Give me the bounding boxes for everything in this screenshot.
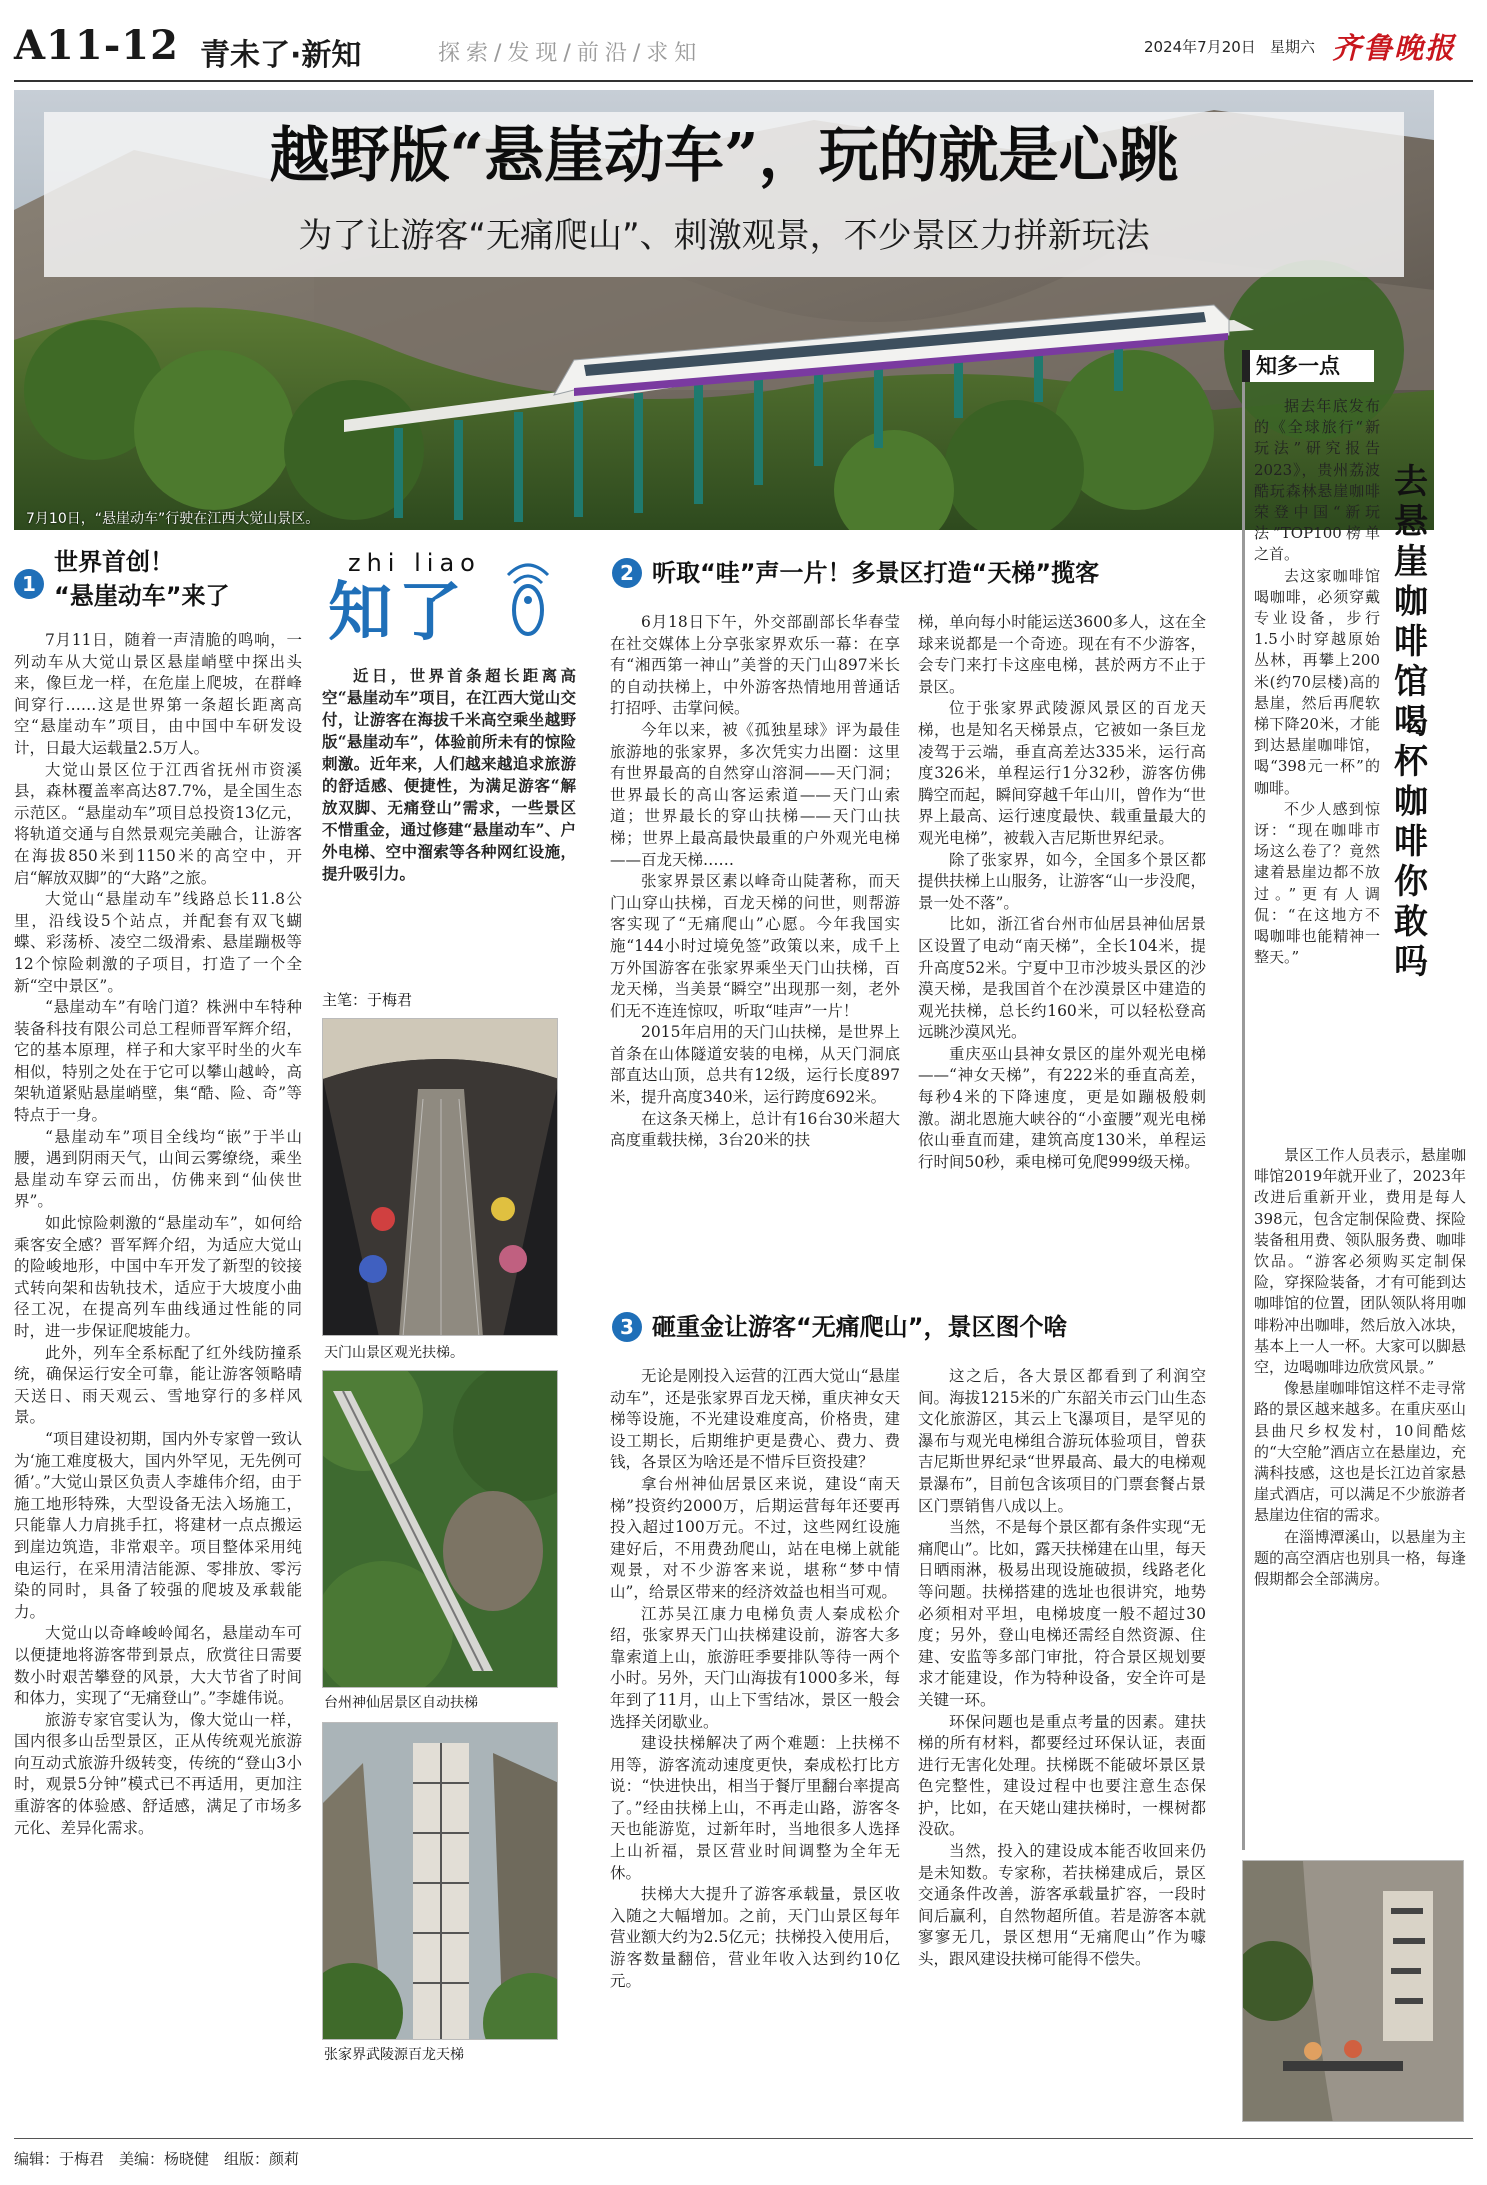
sec2-title: 听取“哇”声一片！多景区打造“天梯”揽客 xyxy=(652,559,1100,587)
sec2-paragraph: 在这条天梯上，总计有16台30米超大高度重载扶梯，3台20米的扶 xyxy=(610,1109,900,1150)
sidebar-wide-text xyxy=(1254,1145,1466,1590)
sidebar-narrow-text xyxy=(1254,396,1380,968)
sec2-col1 xyxy=(610,612,900,1152)
sec2-paragraph: 重庆巫山县神女景区的崖外观光电梯——“神女天梯”，有222米的垂直高差，每秒4米的下降速度，更是如蹦极般刺激。湖北恩施大峡谷的“小蛮腰”观光电梯依山垂直而建，建筑高度130米，单程运行时间50秒，乘电梯可免爬999级天梯。 xyxy=(918,1044,1206,1171)
zhiliao-pinyin: zhi liao xyxy=(348,549,481,577)
sec1-paragraph: 大觉山“悬崖动车”线路总长11.8公里，沿线设5个站点，并配套有双飞蝴蝶、彩荡桥、凌空二级滑索、悬崖蹦极等12个惊险刺激的子项目，打造了一个全新“空中景区”。 xyxy=(14,890,302,995)
sec1-header xyxy=(14,545,314,625)
zhiliao-column xyxy=(318,545,608,1015)
sec3-paragraph: 当然，不是每个景区都有条件实现“无痛爬山”。比如，露天扶梯建在山里，每天日晒雨淋，极易出现设施破损，线路老化等问题。扶梯搭建的选址也很讲究，地势必须相对平坦，电梯坡度一般不超过30度；另外，登山电梯还需经自然资源、住建、安监等多部门审批，符合景区规划要求才能建设，作为特种设备，安全许可是关键一环。 xyxy=(918,1518,1206,1709)
sec3-col1 xyxy=(610,1366,900,1992)
sec3-paragraph: 扶梯大大提升了游客承载量，景区收入随之大幅增加。之前，天门山景区每年营业额大约为2.5亿元；扶梯投入使用后，游客数量翻倍，营业年收入达到约10亿元。 xyxy=(610,1885,900,1990)
sec2-paragraph: 今年以来，被《孤独星球》评为最佳旅游地的张家界，多次凭实力出圈：这里有世界最高的自然穿山溶洞——天门洞；世界最长的高山客运索道——天门山索道；世界最长的穿山扶梯——天门山扶梯；世界上最高最快最重的户外观光电梯——百龙天梯…… xyxy=(610,720,900,869)
sec1-paragraph: 7月11日，随着一声清脆的鸣响，一列动车从大觉山景区悬崖峭壁中探出头来，像巨龙一样，在危崖上爬坡，在群峰间穿行……这是世界第一条超长距离高空“悬崖动车”项目，由中国中车研发设计，日最大运载量2.5万人。 xyxy=(14,631,302,757)
sec3-paragraph: 当然，投入的建设成本能否收回来仍是未知数。专家称，若扶梯建成后，景区交通条件改善，游客承载量扩容，一段时间后赢利，自然物超所值。若是游客本就寥寥无几，景区想用“无痛爬山”作为噱头，跟风建设扶梯可能得不偿失。 xyxy=(918,1842,1206,1969)
sec2-paragraph: 2015年启用的天门山扶梯，是世界上首条在山体隧道安装的电梯，从天门洞底部直达山顶，总共有12级，运行长度897米，提升高度340米，运行跨度692米。 xyxy=(610,1023,900,1107)
zhiliao-text xyxy=(322,665,576,885)
sec1-title-line1: 世界首创！ xyxy=(54,548,174,576)
sec3-paragraph: 拿台州神仙居景区来说，建设“南天梯”投资约2000万，后期运营每年还要再投入超过100万元。不过，这些网红设施建好后，不用费劲爬山，站在电梯上就能观景，对不少游客来说，堪称“梦中情山”，给景区带来的经济效益也相当可观。 xyxy=(610,1474,900,1601)
tianmen-escalator-photo xyxy=(322,1018,558,1336)
sec3-col2 xyxy=(918,1366,1206,1971)
page-number: A11-12 xyxy=(14,22,179,69)
header-rule xyxy=(14,80,1473,82)
sec1-paragraph: 大觉山以奇峰峻岭闻名，悬崖动车可以便捷地将游客带到景点，欣赏往日需要数小时艰苦攀登的风景，大大节省了时间和体力，实现了“无痛登山”。”李雄伟说。 xyxy=(14,1624,302,1708)
page-header xyxy=(14,20,1473,73)
sec1-paragraph: 大觉山景区位于江西省抚州市资溪县，森林覆盖率高达87.7%，是全国生态示范区。“悬崖动车”项目总投资13亿元，将轨道交通与自然景观完美融合，让游客在海拔850米到1150米的高空中，开启“解放双脚”的“大路”之旅。 xyxy=(14,760,302,887)
sidebar-paragraph: 去这家咖啡馆喝咖啡，必须穿戴专业设备，步行1.5小时穿越原始丛林，再攀上200米(约70层楼)高的悬崖，然后再爬软梯下降20米，才能到达悬崖咖啡馆，喝“398元一杯”的咖啡。 xyxy=(1254,566,1380,797)
sidebar-box xyxy=(1242,350,1474,1850)
sec1-paragraph: 旅游专家官雯认为，像大觉山一样，国内很多山岳型景区，正从传统观光旅游向互动式旅游升级转变，传统的“登山3小时，观景5分钟”模式已不再适用，更加注重游客的体验感、舒适感，满足了市场多元化、差异化需求。 xyxy=(14,1710,302,1837)
sec3-header xyxy=(612,1310,1232,1346)
section-tagline: 探索/发现/前沿/求知 xyxy=(438,41,703,66)
tianmen-caption: 天门山景区观光扶梯。 xyxy=(324,1345,464,1361)
sidebar-paragraph: 不少人感到惊讶：“现在咖啡市场这么卷了？竟然逮着悬崖边都不放过。”更有人调侃：“在这地方不喝咖啡也能精神一整天。” xyxy=(1254,799,1380,967)
sec2-col2 xyxy=(918,612,1206,1173)
sec2-paragraph: 6月18日下午，外交部副部长华春莹在社交媒体上分享张家界欢乐一幕：在享有“湘西第一神山”美誉的天门山897米长的自动扶梯上，中外游客热情地用普通话打招呼、击掌问候。 xyxy=(610,613,900,718)
sec1-number-badge: 1 xyxy=(14,569,44,599)
sec1-title-line2: “悬崖动车”来了 xyxy=(54,582,230,610)
shenxianju-escalator-photo xyxy=(322,1370,558,1688)
sidebar-rule xyxy=(1242,382,1245,1850)
zhiliao-author: 主笔：于梅君 xyxy=(322,991,413,1009)
zhiliao-title: 知了 xyxy=(328,575,468,650)
zhiliao-paragraph: 近日，世界首条超长距离高空“悬崖动车”项目，在江西大觉山交付，让游客在海拔千米高空乘坐越野版“悬崖动车”，体验前所未有的惊险刺激。近年来，人们越来越追求旅游的舒适感、便捷性，为满足游客“解放双脚、无痛登山”需求，一些景区不惜重金，通过修建“悬崖动车”、户外电梯、空中溜索等各种网红设施，提升吸引力。 xyxy=(322,666,576,883)
hero-caption: 7月10日，“悬崖动车”行驶在江西大觉山景区。 xyxy=(26,511,320,527)
sec3-paragraph: 建设扶梯解决了两个难题：上扶梯不用等，游客流动速度更快，秦成松打比方说：“快进快出，相当于餐厅里翻台率提高了。”经由扶梯上山，不再走山路，游客冬天也能游览，过新年时，当地很多人选择上山祈福，景区营业时间调整为全年无休。 xyxy=(610,1734,900,1882)
sec2-paragraph: 比如，浙江省台州市仙居县神仙居景区设置了电动“南天梯”，全长104米，提升高度52米。宁夏中卫市沙坡头景区的沙漠天梯，是我国首个在沙漠景区中建造的观光扶梯，总长约160米，可以轻松登高远眺沙漠风光。 xyxy=(918,915,1206,1042)
sidebar-paragraph: 景区工作人员表示，悬崖咖啡馆2019年就开业了，2023年改进后重新开业，费用是每人398元，包含定制保险费、探险装备租用费、领队服务费、咖啡饮品。“游客必须购买定制保险，穿探险装备，才有可能到达咖啡馆的位置，团队领队将用咖啡粉冲出咖啡，然后放入冰块，基本上一人一杯。大家可以脚悬空，边喝咖啡边欣赏风景。” xyxy=(1254,1146,1466,1377)
sidebar-paragraph: 据去年底发布的《全球旅行“新玩法”研究报告2023》，贵州荔波酷玩森林悬崖咖啡荣登中国“新玩法”TOP100榜单之首。 xyxy=(1254,397,1380,564)
sec3-paragraph: 江苏吴江康力电梯负责人秦成松介绍，张家界天门山扶梯建设前，游客大多靠索道上山，旅游旺季要排队等待一两个小时。另外，天门山海拔有1000多米，每年到了11月，山上下雪结冰，景区一般会选择关闭歇业。 xyxy=(610,1604,900,1731)
hero-subtitle: 为了让游客“无痛爬山”、刺激观景，不少景区力拼新玩法 xyxy=(298,216,1150,256)
sec2-paragraph: 位于张家界武陵源风景区的百龙天梯，也是知名天梯景点，它被如一条巨龙凌驾于云端，垂直高差达335米，运行高度326米，单程运行1分32秒，游客仿佛腾空而起，瞬间穿越千年山川，曾作为“世界上最高、运行速度最快、载重量最大的观光电梯”，被载入吉尼斯世界纪录。 xyxy=(918,699,1206,847)
sec2-paragraph: 除了张家界，如今，全国多个景区都提供扶梯上山服务，让游客“山一步没爬，景一处不落”。 xyxy=(918,850,1206,912)
sec2-number-badge: 2 xyxy=(612,558,642,588)
sec1-paragraph: “悬崖动车”项目全线均“嵌”于半山腰，遇到阴雨天气，山间云雾缭绕，乘坐悬崖动车穿云而出，仿佛来到“仙侠世界”。 xyxy=(14,1127,302,1211)
sec3-number-badge: 3 xyxy=(612,1312,642,1342)
section-name: 青未了·新知 xyxy=(200,38,362,73)
sidebar-title: 去悬崖咖啡馆喝杯咖啡 你敢吗 xyxy=(1394,462,1462,982)
sidebar-paragraph: 在淄博潭溪山，以悬崖为主题的高空酒店也别具一格，每逢假期都会全部满房。 xyxy=(1254,1527,1466,1589)
sec2-header xyxy=(612,556,1232,592)
hero-title: 越野版“悬崖动车”，玩的就是心跳 xyxy=(269,121,1179,191)
zhiliao-logo xyxy=(318,545,568,653)
sec3-title: 砸重金让游客“无痛爬山”，景区图个啥 xyxy=(652,1313,1068,1341)
sec1-paragraph: “项目建设初期，国内外专家曾一致认为‘施工难度极大，国内外罕见，无先例可循’。”大觉山景区负责人李雄伟介绍，由于施工地形特殊，大型设备无法入场施工，只能靠人力肩挑手扛，将建材一点点搬运到崖边筑造，非常艰辛。项目整体采用纯电运行，在采用清洁能源、零排放、零污染的同时，具备了较强的爬坡及承载能力。 xyxy=(14,1429,302,1621)
masthead-logo: 齐鲁晚报 xyxy=(1332,31,1457,65)
footer-rule xyxy=(14,2138,1473,2139)
sec1-paragraph: 此外，列车全系标配了红外线防撞系统，确保运行安全可靠，能让游客领略晴天送日、雨天观云、雪地穿行的多样风景。 xyxy=(14,1343,302,1427)
sec1-paragraph: 如此惊险刺激的“悬崖动车”，如何给乘客安全感？晋军辉介绍，为适应大觉山的险峻地形，中国中车开发了新型的铰接式转向架和齿轨技术，适应于大坡度小曲径工况，在提高列车曲线通过性能的同时，进一步保证爬坡能力。 xyxy=(14,1214,302,1340)
sec3-paragraph: 无论是刚投入运营的江西大觉山“悬崖动车”，还是张家界百龙天梯，重庆神女天梯等设施，不光建设难度高，价格贵，建设工期长，后期维护更是费心、费力、费钱，各景区为啥还是不惜斥巨资投建？ xyxy=(610,1367,900,1472)
bailong-elevator-photo xyxy=(322,1722,558,2040)
footer-credits: 编辑：于梅君 美编：杨晓健 组版：颜莉 xyxy=(14,2150,300,2168)
sidebar-label: 知多一点 xyxy=(1242,350,1374,382)
cliff-cafe-photo xyxy=(1242,1860,1464,2122)
shenxianju-caption: 台州神仙居景区自动扶梯 xyxy=(324,1695,478,1711)
issue-date: 2024年7月20日 xyxy=(1144,38,1256,56)
sec3-paragraph: 环保问题也是重点考量的因素。建扶梯的所有材料，都要经过环保认证，表面进行无害化处理。扶梯既不能破坏景区景色完整性，建设过程中也要注意生态保护，比如，在天姥山建扶梯时，一棵树都没砍。 xyxy=(918,1712,1206,1839)
bailong-caption: 张家界武陵源百龙天梯 xyxy=(324,2047,464,2063)
sec2-paragraph: 梯，单向每小时能运送3600多人，这在全球来说都是一个奇迹。现在有不少游客，会专门来打卡这座电梯，甚於两方不止于景区。 xyxy=(918,613,1206,696)
sec2-paragraph: 张家界景区素以峰奇山陡著称，而天门山穿山扶梯，百龙天梯的问世，则帮游客实现了“无痛爬山”心愿。今年我国实施“144小时过境免签”政策以来，成千上万外国游客在张家界乘坐天门山扶梯，百龙天梯，当美景“瞬空”出现那一刻，老外们无不连连惊叹，听取“哇声”一片！ xyxy=(610,872,900,1020)
sec3-paragraph: 这之后，各大景区都看到了利润空间。海拔1215米的广东韶关市云门山生态文化旅游区，其云上飞瀑项目，是罕见的瀑布与观光电梯组合游玩体验项目，曾获吉尼斯世界纪录“世界最高、最大的电梯观景瀑布”，目前包含该项目的门票套餐占景区门票销售八成以上。 xyxy=(918,1367,1206,1515)
sidebar-paragraph: 像悬崖咖啡馆这样不走寻常路的景区越来越多。在重庆巫山县曲尺乡权发村，10间酷炫的“大空舱”酒店立在悬崖边，充满科技感，这也是长江边首家悬崖式酒店，可以满足不少旅游者悬崖边住宿的需求。 xyxy=(1254,1379,1466,1525)
issue-weekday: 星期六 xyxy=(1270,38,1316,56)
sec1-body xyxy=(14,630,302,1839)
sec1-paragraph: “悬崖动车”有啥门道？株洲中车特种装备科技有限公司总工程师晋军辉介绍，它的基本原理，样子和大家平时坐的火车相似，特别之处在于它可以攀山越岭，高架轨道紧贴悬崖峭壁，集“酷、险、奇”等特点于一身。 xyxy=(14,998,302,1125)
cicada-icon xyxy=(498,555,558,645)
